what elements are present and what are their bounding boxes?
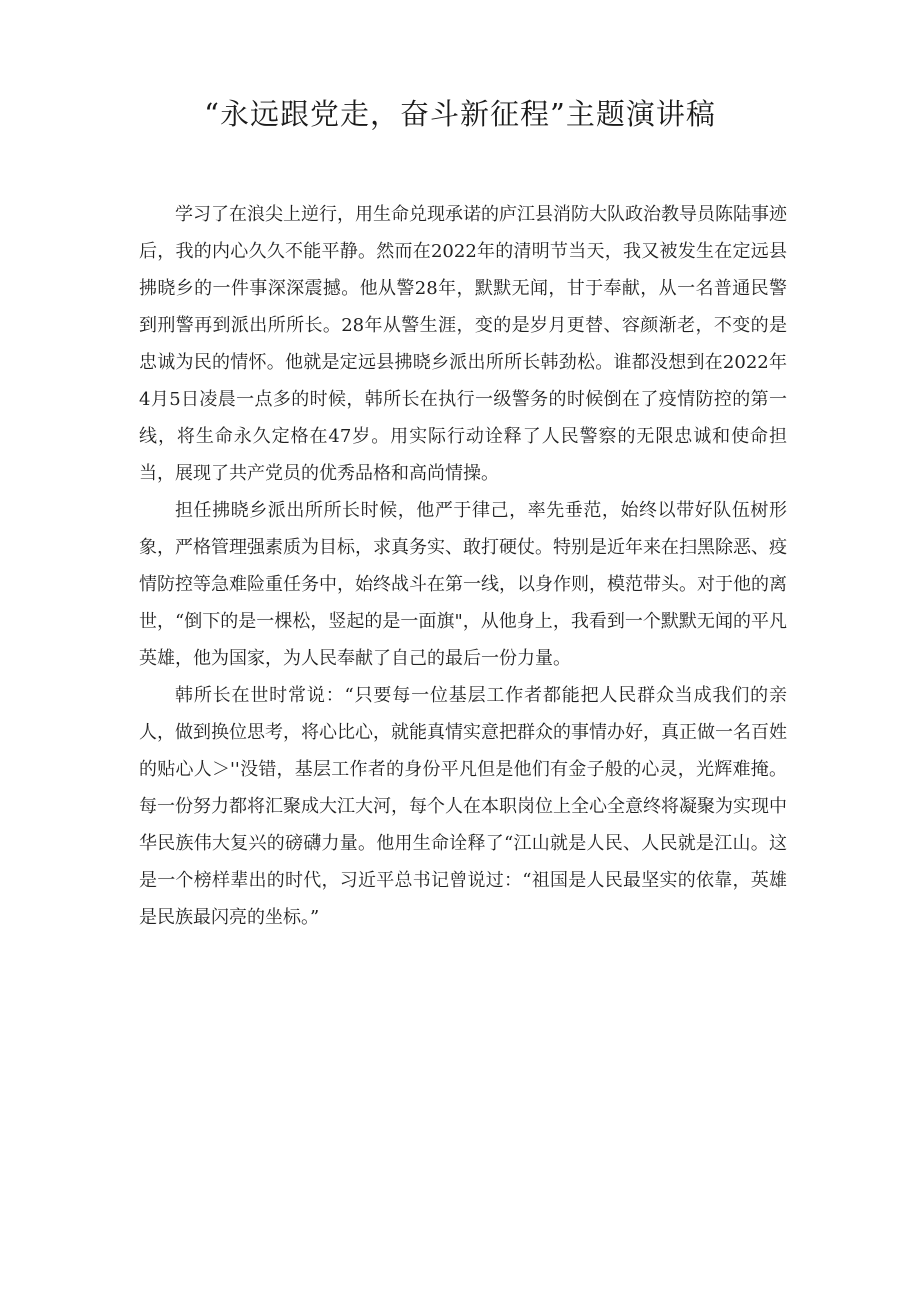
- document-title: “永远跟党走，奋斗新征程”主题演讲稿: [204, 97, 716, 131]
- paragraph-1: 学习了在浪尖上逆行，用生命兑现承诺的庐江县消防大队政治教导员陈陆事迹后，我的内心久久不能平静。然而在2022年的清明节当天，我又被发生在定远县拂晓乡的一件事深深震撼。他从警28年，默默无闻，甘于奉献，从一名普通民警到刑警再到派出所所长。28年从警生涯，变的是岁月更替、容颜渐老，不变的是忠诚为民的情怀。他就是定远县拂晓乡派出所所长韩劲松。谁都没想到在2022年4月5日凌晨一点多的时候，韩所长在执行一级警务的时候倒在了疫情防控的第一线，将生命永久定格在47岁。用实际行动诠释了人民警察的无限忠诚和使命担当，展现了共产党员的优秀品格和高尚情操。: [139, 204, 787, 484]
- paragraph-2: 担任拂晓乡派出所所长时候，他严于律己，率先垂范，始终以带好队伍树形象，严格管理强素质为目标，求真务实、敢打硬仗。特别是近年来在扫黑除恶、疫情防控等急难险重任务中，始终战斗在第一线，以身作则，模范带头。对于他的离世，“倒下的是一棵松，竖起的是一面旗"，从他身上，我看到一个默默无闻的平凡英雄，他为国家，为人民奉献了自己的最后一份力量。: [139, 500, 787, 669]
- document-body: [139, 196, 787, 936]
- paragraph-3: 韩所长在世时常说：“只要每一位基层工作者都能把人民群众当成我们的亲人，做到换位思考，将心比心，就能真情实意把群众的事情办好，真正做一名百姓的贴心人＞''没错，基层工作者的身份平凡但是他们有金子般的心灵，光辉难掩。每一份努力都将汇聚成大江大河，每个人在本职岗位上全心全意终将凝聚为实现中华民族伟大复兴的磅礴力量。他用生命诠释了“江山就是人民、人民就是江山。这是一个榜样辈出的时代，习近平总书记曾说过：“祖国是人民最坚实的依靠，英雄是民族最闪亮的坐标。”: [139, 685, 787, 928]
